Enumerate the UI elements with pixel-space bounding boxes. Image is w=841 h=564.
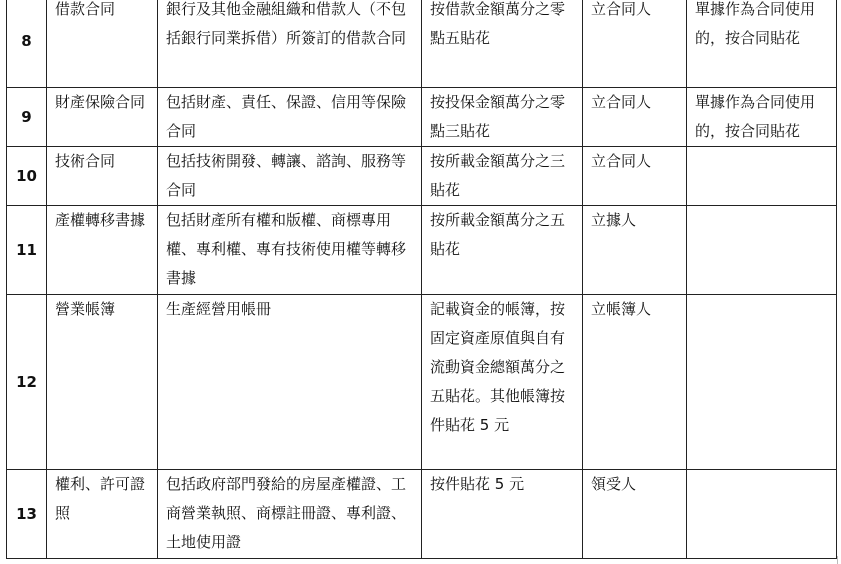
- contract-scope: 包括技術開發、轉讓、諮詢、服務等合同: [158, 147, 422, 206]
- tax-rate: 按所載金額萬分之五貼花: [422, 206, 583, 295]
- tax-rate: 按借款金額萬分之零點五貼花: [422, 0, 583, 88]
- row-number: 13: [7, 470, 47, 559]
- taxpayer: 立合同人: [583, 147, 687, 206]
- contract-scope: 包括財產、責任、保證、信用等保險合同: [158, 88, 422, 147]
- contract-scope: 生產經營用帳冊: [158, 295, 422, 470]
- remark: [687, 206, 837, 295]
- taxpayer: 立合同人: [583, 0, 687, 88]
- stamp-tax-table: [6, 0, 837, 559]
- tax-rate: 按投保金額萬分之零點三貼花: [422, 88, 583, 147]
- contract-scope: 包括政府部門發給的房屋產權證、工商營業執照、商標註冊證、專利證、土地使用證: [158, 470, 422, 559]
- table-row: [7, 147, 837, 206]
- remark: 單據作為合同使用的，按合同貼花: [687, 88, 837, 147]
- row-number: 12: [7, 295, 47, 470]
- row-number: 10: [7, 147, 47, 206]
- row-number: 9: [7, 88, 47, 147]
- contract-name: 技術合同: [47, 147, 158, 206]
- contract-name: 財產保險合同: [47, 88, 158, 147]
- table-row: [7, 88, 837, 147]
- row-number: 11: [7, 206, 47, 295]
- table-row: [7, 470, 837, 559]
- remark: [687, 147, 837, 206]
- taxpayer: 立據人: [583, 206, 687, 295]
- tax-rate: 記載資金的帳簿，按固定資產原值與自有流動資金總額萬分之五貼花。其他帳簿按件貼花 5 元: [422, 295, 583, 470]
- remark: 單據作為合同使用的，按合同貼花: [687, 0, 837, 88]
- tax-rate: 按所載金額萬分之三貼花: [422, 147, 583, 206]
- contract-name: 產權轉移書據: [47, 206, 158, 295]
- contract-name: 借款合同: [47, 0, 158, 88]
- contract-scope: 銀行及其他金融組織和借款人（不包括銀行同業拆借）所簽訂的借款合同: [158, 0, 422, 88]
- contract-name: 權利、許可證照: [47, 470, 158, 559]
- tax-rate: 按件貼花 5 元: [422, 470, 583, 559]
- table-row: [7, 206, 837, 295]
- row-number: 8: [7, 0, 47, 88]
- taxpayer: 立帳簿人: [583, 295, 687, 470]
- table-row: [7, 295, 837, 470]
- table-row: [7, 0, 837, 88]
- contract-name: 營業帳簿: [47, 295, 158, 470]
- remark: [687, 295, 837, 470]
- taxpayer: 立合同人: [583, 88, 687, 147]
- remark: [687, 470, 837, 559]
- page-corner-mark: [837, 556, 838, 564]
- contract-scope: 包括財產所有權和版權、商標專用權、專利權、專有技術使用權等轉移書據: [158, 206, 422, 295]
- taxpayer: 領受人: [583, 470, 687, 559]
